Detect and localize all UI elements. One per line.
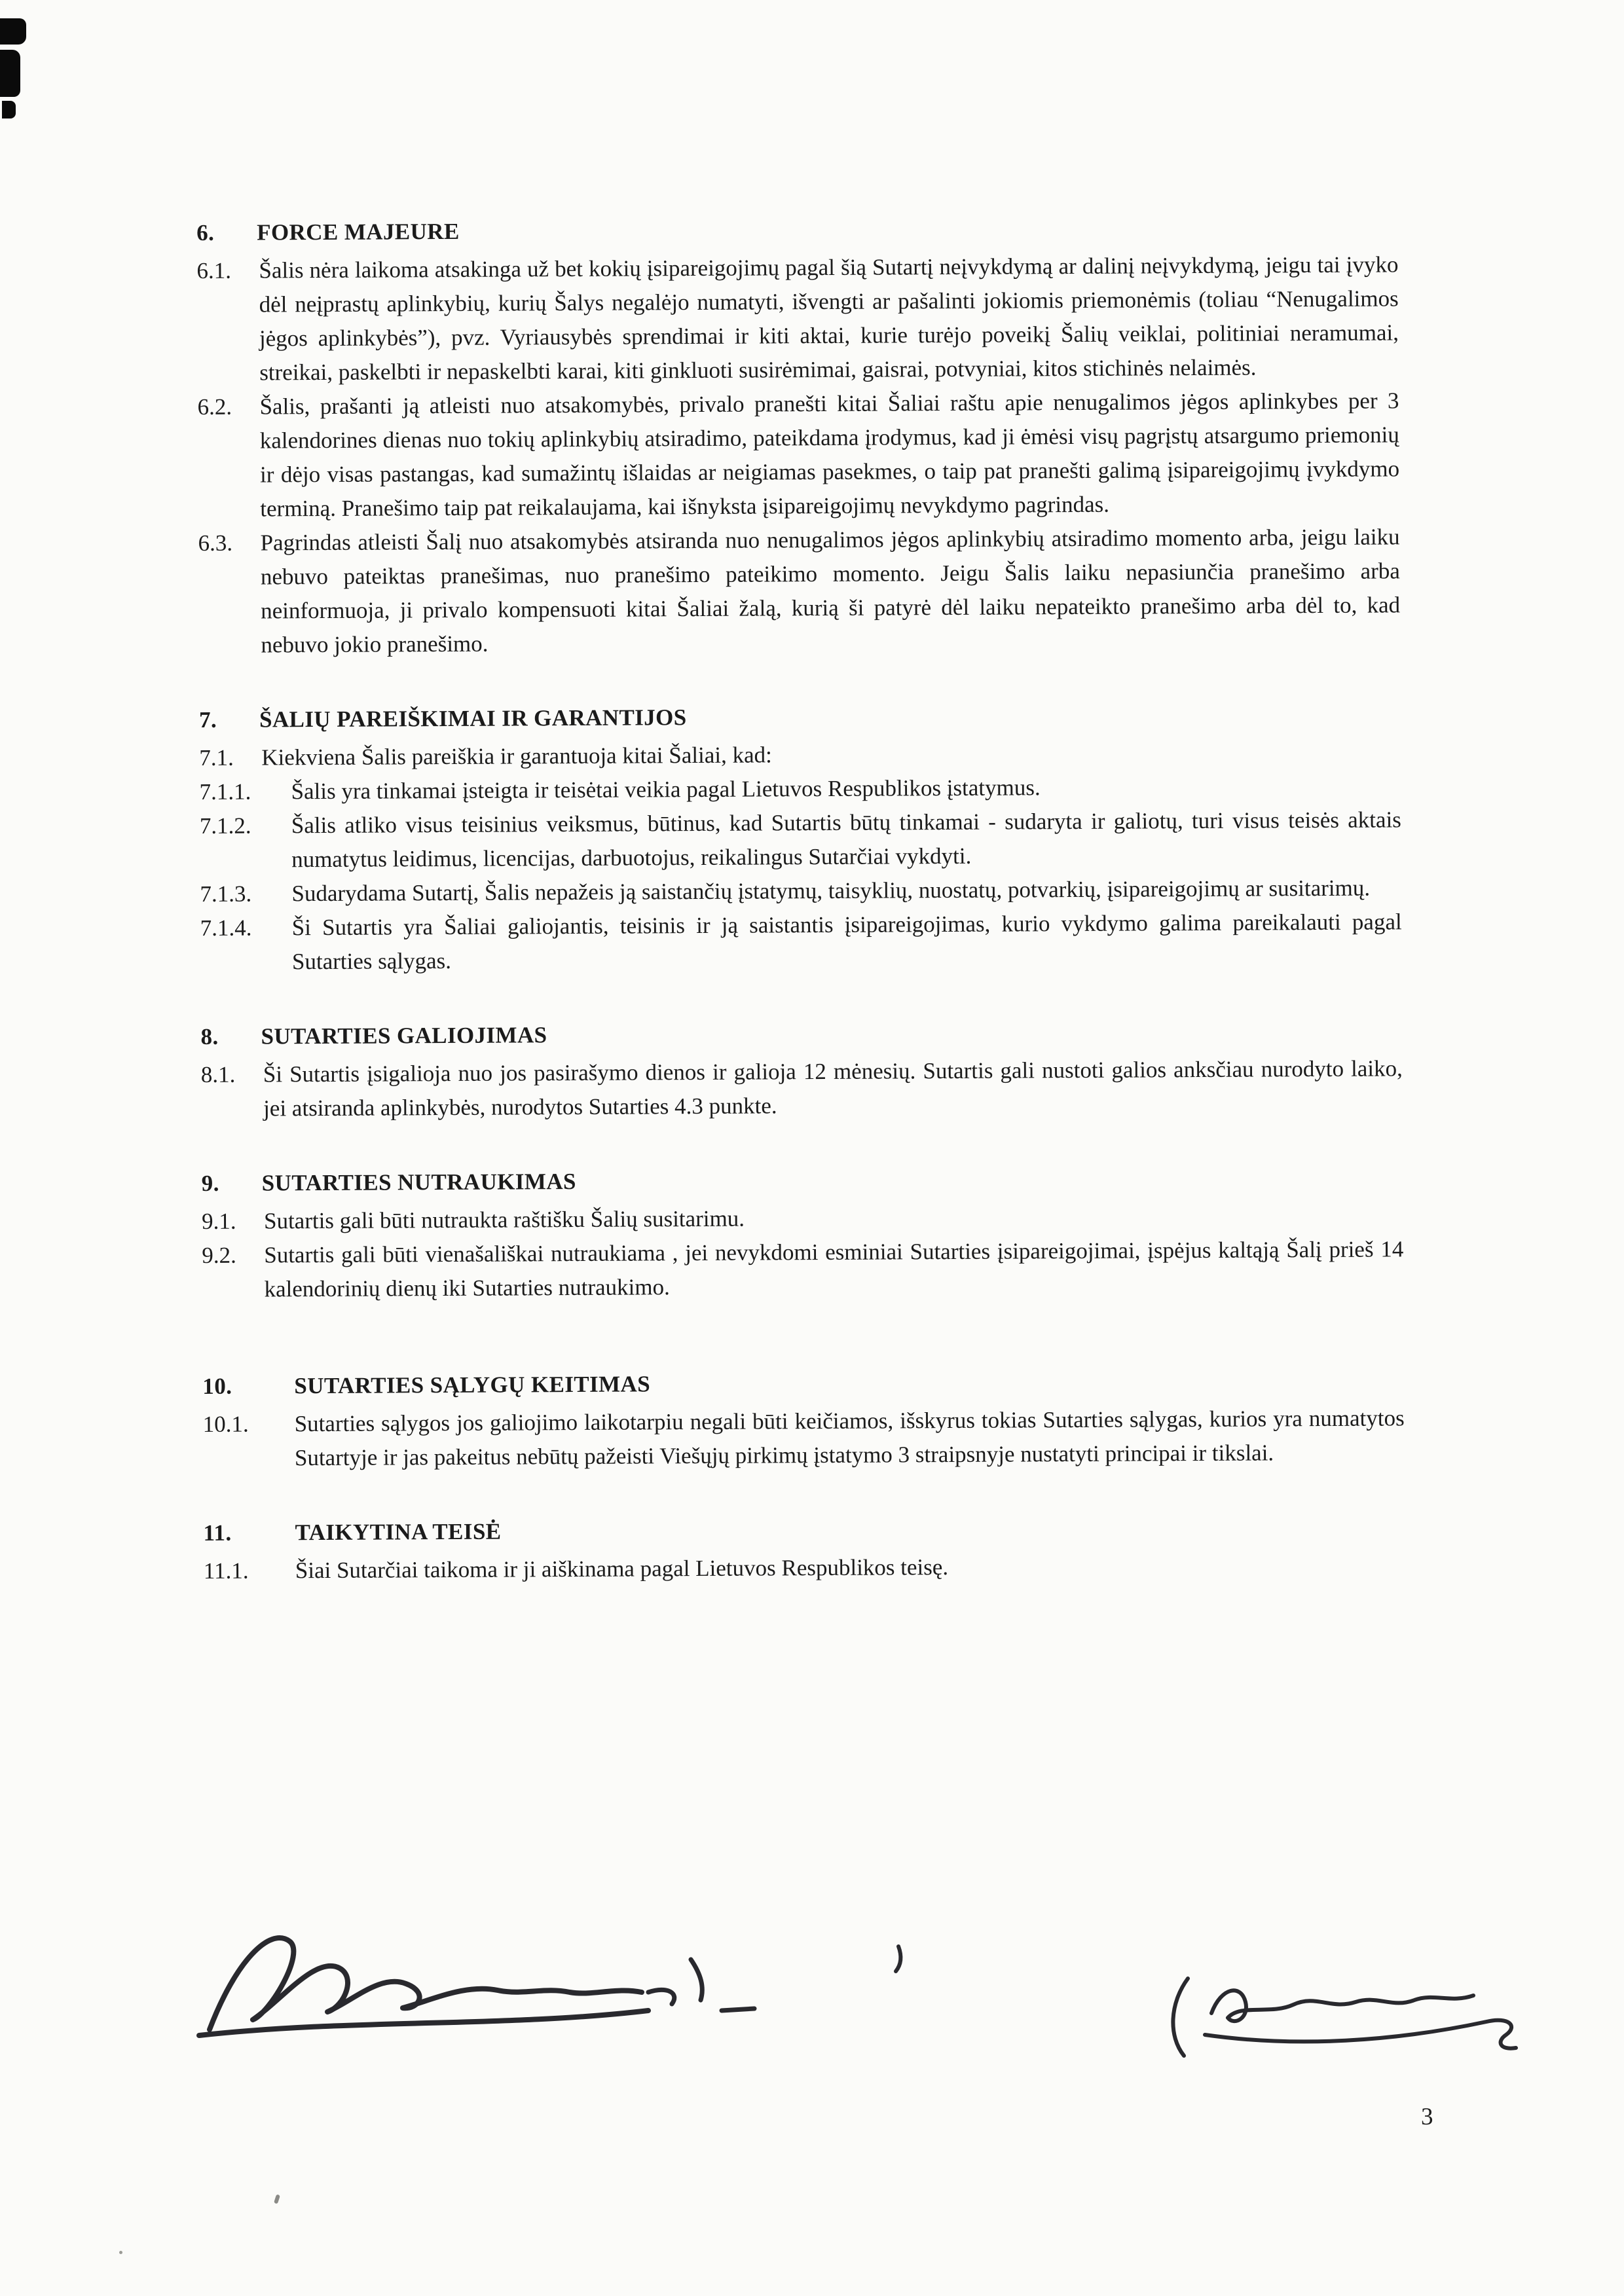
signature-left [190,1922,943,2046]
section-heading [203,1510,1405,1550]
clause [196,247,1399,390]
section-title: TAIKYTINA TEISĖ [295,1518,502,1546]
signature-right-drawing [1159,1964,1539,2069]
section-heading [199,697,1401,737]
scan-speck [119,2251,122,2254]
section-number: 6. [196,219,215,246]
clause-number: 8.1. [200,1061,236,1087]
page-number: 3 [1421,2104,1433,2130]
scan-artifact [0,50,20,97]
section-title: SUTARTIES SĄLYGŲ KEITIMAS [294,1371,651,1399]
clause-number: 7.1.2. [199,812,251,839]
clause-text: Šalis, prašanti ją atleisti nuo atsakomybės, privalo pranešti kitai Šaliai raštu apie nenugalimos jėgos aplinkybes per 3 kalendorines dienas nuo tokių aplinkybių atsiradimo, pateikdama įrodymus, kad ji ėmėsi visų pagrįstų atsargumo priemonių ir dėjo visas pastangas, kad sumažintų išlaidas ar neigiamas pasekmes, o taip pat pranešti galimą įsipareigojimų įvykdymo terminą. Pranešimo taip pat reikalaujama, kai išnyksta įsipareigojimų nevykdymo pagrindas. [259,388,1400,522]
clause-text: Sutarties sąlygos jos galiojimo laikotarpiu negali būti keičiamos, išskyrus tokias Sutarties sąlygas, kurios yra numatytos Sutartyje ir jas pakeitus nebūtų pažeisti Viešųjų pirkimų įstatymo 3 straipsnyje nustatyti principai ir tikslai. [294,1405,1405,1471]
clause-number: 11.1. [203,1558,249,1584]
section-heading [202,1160,1403,1201]
clause-text: Ši Sutartis įsigalioja nuo jos pasirašymo dienos ir galioja 12 mėnesių. Sutartis gali nustoti galios anksčiau nurodyto laiko, jei atsiranda aplinkybės, nurodytos Sutarties 4.3 punkte. [263,1055,1403,1121]
section-title: ŠALIŲ PAREIŠKIMAI IR GARANTIJOS [259,704,687,733]
clause-text: Sudarydama Sutartį, Šalis nepažeis ją saistančių įstatymų, taisyklių, nuostatų, potvarkių, įsipareigojimų ar susitarimų. [291,875,1371,907]
clause-text: Kiekviena Šalis pareiškia ir garantuoja kitai Šaliai, kad: [261,742,772,771]
clause-text: Šiai Sutarčiai taikoma ir ji aiškinama pagal Lietuvos Respublikos teisę. [295,1554,949,1584]
signature-left-drawing [190,1922,943,2046]
clause-number: 9.1. [201,1208,236,1234]
clause [204,1548,1405,1588]
clause [200,905,1403,979]
clause-number: 6.2. [197,393,232,420]
section-taikytina-teise [203,1510,1405,1588]
clause [203,1401,1405,1476]
scan-speck [274,2194,280,2204]
clause-number: 7.1.4. [200,915,252,941]
scan-artifact [2,101,16,118]
clause-number: 10.1. [202,1411,249,1437]
clause-text: Šalis nėra laikoma atsakinga už bet kokių įsipareigojimų pagal šią Sutartį neįvykdymą ar dalinį neįvykdymą, jeigu tai įvyko dėl neįprastų aplinkybių, kurių Šalys negalėjo numatyti, išvengti ar pašalinti jokiomis priemonėmis (toliau “Nenugalimos jėgos aplinkybės”), pvz. Vyriausybės sprendimai ir kiti aktai, kurie turėjo poveikį Šalių veiklai, politiniai neramumai, streikai, paskelbti ir nepaskelbti karai, kiti ginkluoti susirėmimai, gaisrai, potvyniai, kitos stichinės nelaimės. [259,251,1399,386]
section-heading [202,1363,1404,1404]
signature-right [1159,1964,1539,2069]
section-number: 8. [200,1023,219,1049]
section-number: 10. [202,1373,232,1399]
clause-number: 7.1.3. [200,881,252,907]
clause-number: 6.3. [198,530,233,556]
clause-number: 6.1. [196,257,232,283]
section-nutraukimas [202,1160,1404,1307]
clause [199,735,1401,775]
section-title: SUTARTIES NUTRAUKIMAS [261,1168,576,1196]
section-galiojimas [200,1013,1403,1126]
clause [199,769,1401,809]
clause [201,1051,1403,1126]
clause-number: 7.1.1. [199,778,251,805]
clause-text: Ši Sutartis yra Šaliai galiojantis, teisinis ir ją saistantis įsipareigojimas, kurio vykdymo galima pareikalauti pagal Sutarties sąlygas. [291,909,1402,975]
clause [202,1232,1404,1307]
section-title: FORCE MAJEURE [257,218,460,246]
clause-text: Sutartis gali būti vienašališkai nutraukiama , jei nevykdomi esminiai Sutarties įsipareigojimai, įspėjus kaltąją Šalį prieš 14 kalendorinių dienų iki Sutarties nutraukimo. [264,1236,1404,1302]
section-pareiskimai-garantijos [199,697,1402,979]
section-heading [200,1013,1402,1054]
clause-text: Sutartis gali būti nutraukta raštišku Šalių susitarimu. [263,1205,745,1234]
section-number: 11. [203,1520,232,1546]
clause-number: 7.1. [199,744,234,771]
clause [200,803,1402,877]
section-title: SUTARTIES GALIOJIMAS [261,1022,547,1049]
section-force-majeure [196,210,1401,663]
clause-text: Pagrindas atleisti Šalį nuo atsakomybės atsiranda nuo nenugalimos jėgos aplinkybių atsiradimo momento arba, jeigu laiku nebuvo pateiktas pranešimas, nuo pranešimo pateikimo momento. Jeigu Šalis laiku nepasiunčia pranešimo arba neinformuoja, ji privalo kompensuoti kitai Šaliai žalą, kurią ši patyrė dėl laiku nepateikto pranešimo arba dėl to, kad nebuvo jokio pranešimo. [260,524,1401,658]
section-number: 9. [201,1170,219,1196]
section-heading [196,210,1398,250]
clause-number: 9.2. [202,1242,236,1268]
clause [197,384,1399,526]
section-salygu-keitimas [202,1363,1405,1476]
clause [198,520,1400,663]
clause-text: Šalis atliko visus teisinius veiksmus, būtinus, kad Sutartis būtų tinkamai - sudaryta ir galiotų, turi visus teisės aktais numatytus leidimus, licencijas, darbuotojus, reikalingus Sutarčiai vykdyti. [291,807,1401,873]
section-number: 7. [198,706,217,733]
clause [200,871,1401,911]
clause [202,1198,1403,1239]
contract-body [196,210,1405,1588]
clause-text: Šalis yra tinkamai įsteigta ir teisėtai veikia pagal Lietuvos Respublikos įstatymus. [291,774,1041,805]
scan-artifact [0,18,26,45]
